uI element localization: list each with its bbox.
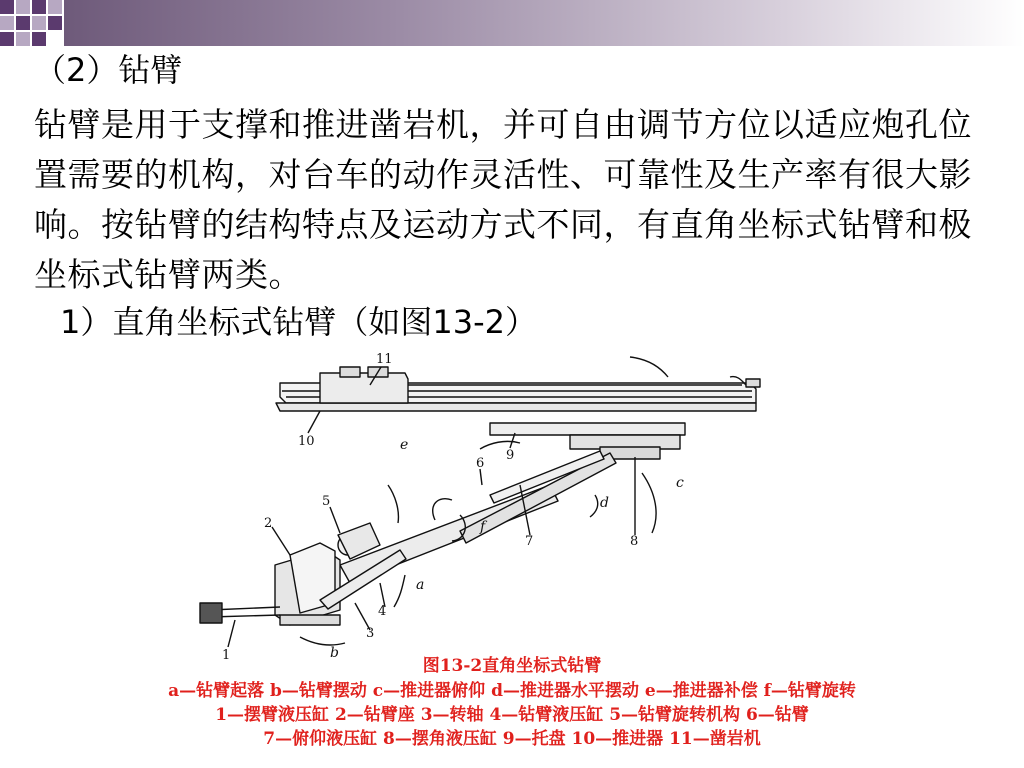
part-label: 11 bbox=[376, 352, 393, 367]
part-label: 6 bbox=[476, 456, 485, 471]
part-label: 8 bbox=[630, 534, 639, 549]
figure-caption-parts-1: 1—摆臂液压缸 2—钻臂座 3—转轴 4—钻臂液压缸 5—钻臂旋转机构 6—钻臂 bbox=[215, 705, 809, 725]
motion-label: a bbox=[416, 577, 425, 593]
motion-label: d bbox=[600, 495, 609, 511]
figure-caption-motions: a—钻臂起落 b—钻臂摆动 c—推进器俯仰 d—推进器水平摆动 e—推进器补偿 f—钻臂旋转 bbox=[168, 681, 856, 701]
deco-square bbox=[32, 32, 46, 46]
header-gradient-bar bbox=[64, 0, 1024, 46]
part-label: 10 bbox=[298, 434, 315, 449]
deco-square bbox=[16, 32, 30, 46]
deco-square bbox=[0, 0, 14, 14]
figure-caption-parts-2: 7—俯仰液压缸 8—摆角液压缸 9—托盘 10—推进器 11—凿岩机 bbox=[263, 729, 761, 749]
part-label: 5 bbox=[322, 494, 331, 509]
deco-square bbox=[0, 32, 14, 46]
part-label: 7 bbox=[525, 534, 534, 549]
figure-caption-title: 图13-2直角坐标式钻臂 bbox=[422, 656, 602, 676]
part-label: 3 bbox=[366, 626, 375, 641]
deco-square bbox=[32, 0, 46, 14]
deco-square bbox=[48, 16, 62, 30]
motion-label: b bbox=[330, 645, 339, 660]
motion-label: f bbox=[480, 519, 486, 535]
deco-square bbox=[16, 0, 30, 14]
part-label: 2 bbox=[264, 516, 273, 531]
section-heading: （2）钻臂 bbox=[34, 51, 183, 89]
deco-square bbox=[48, 0, 62, 14]
motion-label: e bbox=[400, 437, 409, 453]
part-label: 1 bbox=[222, 648, 231, 660]
sub-heading: 1）直角坐标式钻臂（如图13-2） bbox=[60, 303, 537, 341]
part-label: 4 bbox=[378, 604, 387, 619]
deco-square bbox=[0, 16, 14, 30]
deco-square bbox=[32, 16, 46, 30]
motion-label: c bbox=[676, 475, 684, 491]
drill-boom-figure bbox=[190, 345, 770, 660]
body-paragraph: 钻臂是用于支撑和推进凿岩机，并可自由调节方位以适应炮孔位置需要的机构，对台车的动作灵活性、可靠性及生产率有很大影响。按钻臂的结构特点及运动方式不同，有直角坐标式钻臂和极坐标式钻臂两类。 bbox=[34, 105, 972, 294]
part-label: 9 bbox=[506, 448, 515, 463]
decorative-header bbox=[0, 0, 1024, 46]
deco-square bbox=[16, 16, 30, 30]
